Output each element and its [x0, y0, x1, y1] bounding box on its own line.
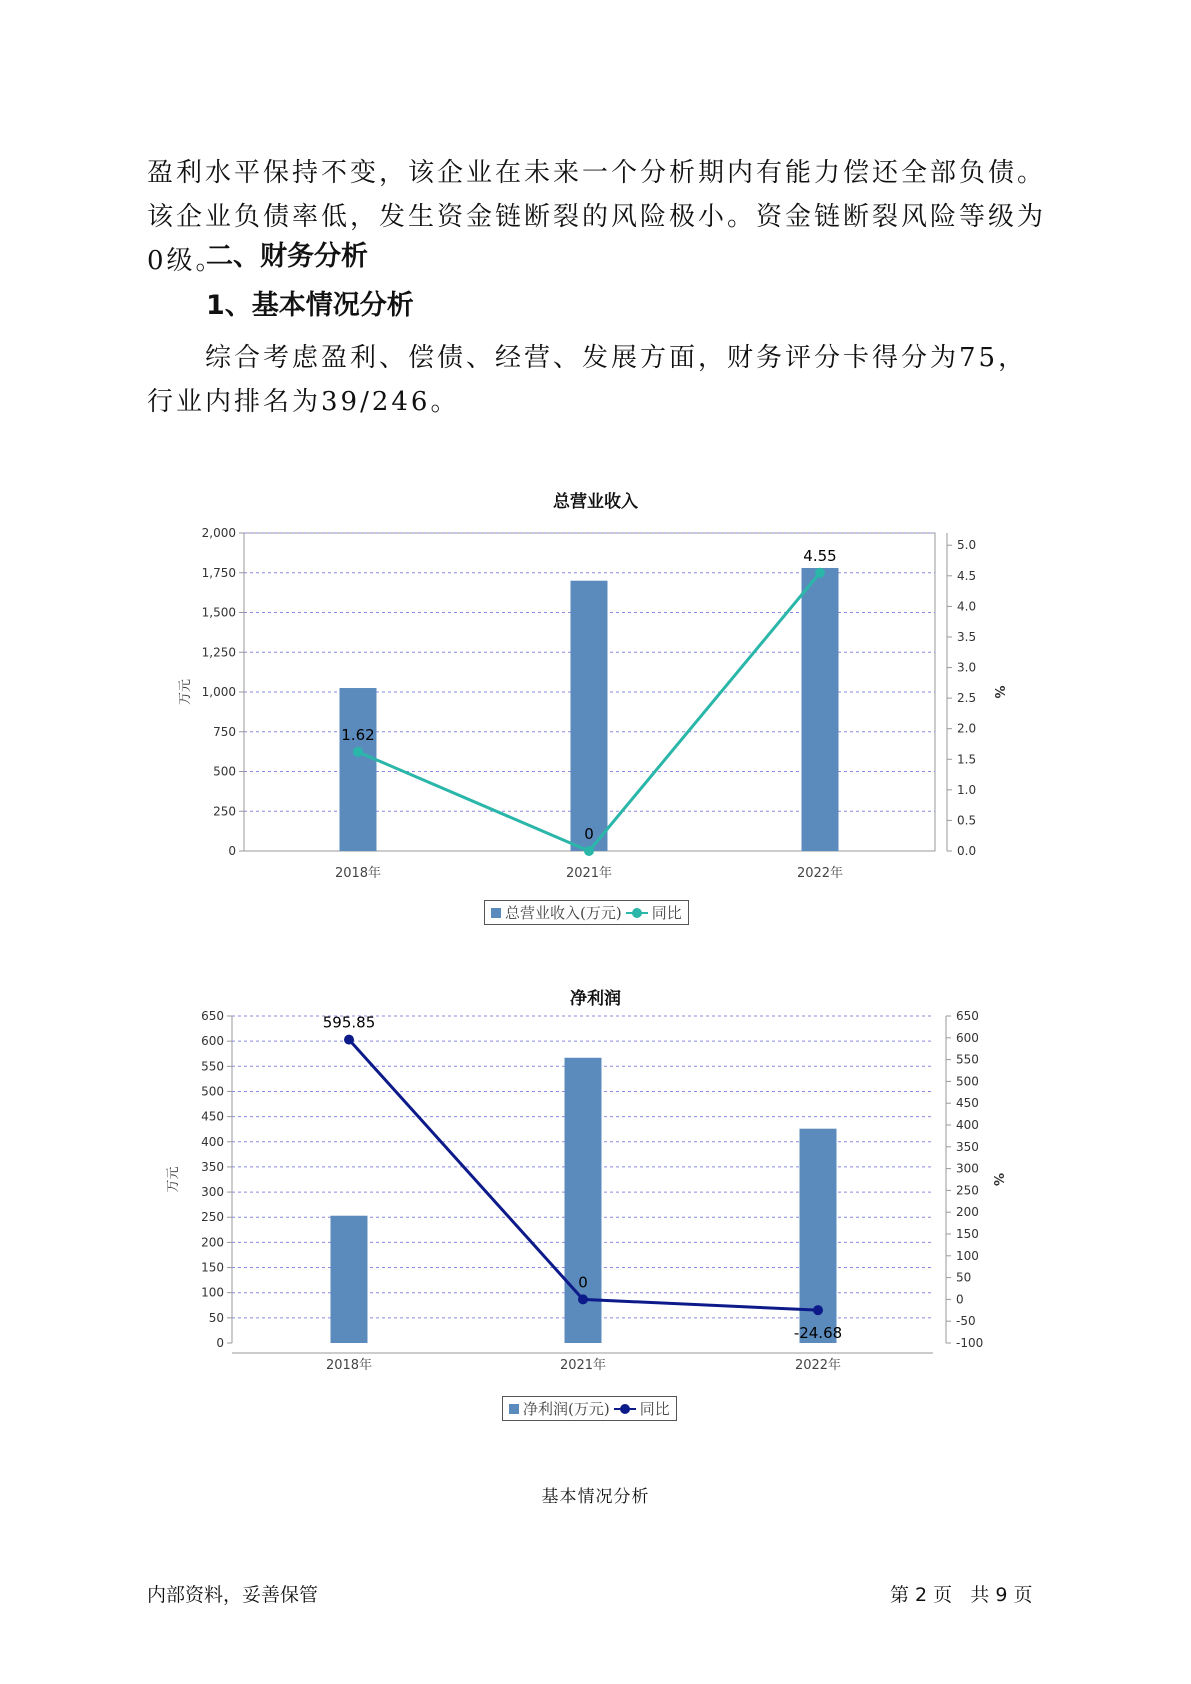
bar — [340, 688, 377, 851]
yoy-point — [813, 1305, 823, 1315]
y2-tick-label: 400 — [956, 1118, 979, 1132]
y-tick-label: 50 — [208, 1310, 224, 1325]
y2-tick-label: 200 — [956, 1205, 979, 1220]
figure-caption: 基本情况分析 — [541, 1487, 650, 1507]
footer-page-number: 第 2 页 共 9 页 — [890, 1584, 1033, 1606]
bar — [331, 1216, 368, 1343]
bar — [802, 568, 839, 851]
y-tick-label: 250 — [201, 1210, 224, 1225]
body-paragraph-2: 综合考虑盈利、偿债、经营、发展方面，财务评分卡得分为75，行业内排名为39/246。 — [147, 343, 1028, 417]
y-tick-label: 600 — [201, 1034, 224, 1049]
chart-profit — [0, 1009, 1191, 1415]
y-tick-label: 300 — [201, 1185, 224, 1200]
y-axis-title: 万元 — [166, 1166, 181, 1193]
y-tick-label: 400 — [201, 1134, 224, 1149]
yoy-point — [584, 846, 594, 856]
legend-bar-label: 净利润(万元) — [523, 1400, 610, 1418]
legend-line-swatch — [614, 1404, 636, 1414]
y-tick-label: 150 — [201, 1260, 224, 1275]
y2-tick-label: 4.0 — [957, 599, 977, 614]
subsection-heading: 1、基本情况分析 — [206, 290, 414, 321]
y2-tick-label: 150 — [956, 1227, 979, 1241]
y2-tick-label: 350 — [956, 1139, 979, 1154]
y2-tick-label: 3.0 — [957, 660, 977, 675]
y-tick-label: 100 — [201, 1285, 224, 1300]
y2-tick-label: 550 — [956, 1052, 979, 1067]
legend-line-label: 同比 — [639, 1400, 670, 1418]
bar — [571, 581, 608, 851]
y2-tick-label: 2.5 — [957, 691, 977, 706]
y2-tick-label: 3.5 — [957, 629, 977, 644]
y-axis-title: 万元 — [178, 678, 193, 706]
yoy-point — [353, 747, 363, 757]
y-tick-label: 1,000 — [201, 685, 236, 699]
x-tick-label: 2022年 — [794, 1358, 842, 1373]
y2-axis-title: % — [991, 685, 1006, 699]
y2-tick-label: 0.0 — [957, 844, 977, 858]
yoy-point — [815, 568, 825, 578]
y2-tick-label: 4.5 — [957, 568, 977, 583]
y-tick-label: 750 — [213, 724, 236, 739]
chart-profit-legend — [502, 1396, 677, 1421]
chart-profit-title: 净利润 — [570, 989, 621, 1009]
y2-tick-label: 250 — [956, 1183, 979, 1198]
y-tick-label: 1,500 — [201, 605, 236, 620]
legend-line-label: 同比 — [651, 904, 682, 922]
y-tick-label: 450 — [201, 1109, 224, 1124]
chart-revenue-title: 总营业收入 — [553, 492, 638, 512]
legend-line-swatch — [626, 908, 648, 918]
yoy-data-label: 1.62 — [341, 725, 375, 744]
legend-bar-swatch — [509, 1404, 519, 1414]
y-tick-label: 500 — [213, 764, 236, 779]
y2-tick-label: -100 — [956, 1336, 984, 1350]
x-tick-label: 2022年 — [796, 866, 844, 881]
chart-revenue-legend — [484, 900, 689, 925]
x-tick-label: 2021年 — [559, 1358, 607, 1373]
y2-tick-label: 650 — [956, 1009, 979, 1023]
y2-tick-label: 0 — [956, 1292, 964, 1307]
y-tick-label: 1,750 — [201, 565, 236, 580]
section-heading: 二、财务分析 — [206, 241, 368, 272]
y2-tick-label: 50 — [956, 1270, 972, 1285]
yoy-point — [578, 1294, 588, 1304]
y2-tick-label: 300 — [956, 1161, 979, 1176]
y2-tick-label: 2.0 — [957, 721, 977, 736]
x-tick-label: 2018年 — [325, 1358, 373, 1373]
y-tick-label: 250 — [213, 804, 236, 819]
footer-confidential-note: 内部资料，妥善保管 — [147, 1584, 319, 1606]
legend-bar-swatch — [491, 908, 501, 918]
y2-tick-label: 100 — [956, 1248, 979, 1263]
x-tick-label: 2021年 — [565, 866, 613, 881]
y-tick-label: 550 — [201, 1059, 224, 1074]
legend-bar-label: 总营业收入(万元) — [505, 904, 622, 922]
y2-tick-label: -50 — [956, 1314, 976, 1329]
y2-tick-label: 0.5 — [957, 813, 977, 828]
y-tick-label: 500 — [201, 1084, 224, 1099]
y2-tick-label: 450 — [956, 1096, 979, 1111]
y2-axis-title: % — [990, 1172, 1005, 1187]
body-paragraph-1: 盈利水平保持不变，该企业在未来一个分析期内有能力偿还全部负债。该企业负债率低，发生资金链断裂的风险极小。资金链断裂风险等级为0级。 — [147, 158, 1047, 276]
x-tick-label: 2018年 — [334, 866, 382, 881]
yoy-point — [344, 1035, 354, 1045]
y-tick-label: 2,000 — [201, 526, 236, 540]
y2-tick-label: 5.0 — [957, 538, 977, 553]
y-tick-label: 200 — [201, 1235, 224, 1250]
yoy-data-label: 0 — [584, 825, 594, 843]
y2-tick-label: 1.5 — [957, 752, 977, 767]
yoy-data-label: 595.85 — [322, 1013, 376, 1032]
y2-tick-label: 600 — [956, 1030, 979, 1045]
chart-revenue — [0, 520, 1191, 940]
y2-tick-label: 1.0 — [957, 782, 977, 797]
y-tick-label: 0 — [228, 844, 236, 858]
yoy-data-label: -24.68 — [793, 1324, 843, 1343]
y2-tick-label: 500 — [956, 1074, 979, 1089]
y-tick-label: 0 — [216, 1336, 224, 1350]
y-tick-label: 1,250 — [201, 645, 236, 660]
yoy-data-label: 0 — [578, 1273, 588, 1292]
y-tick-label: 650 — [201, 1009, 224, 1023]
y-tick-label: 350 — [201, 1159, 224, 1174]
yoy-data-label: 4.55 — [803, 546, 837, 565]
